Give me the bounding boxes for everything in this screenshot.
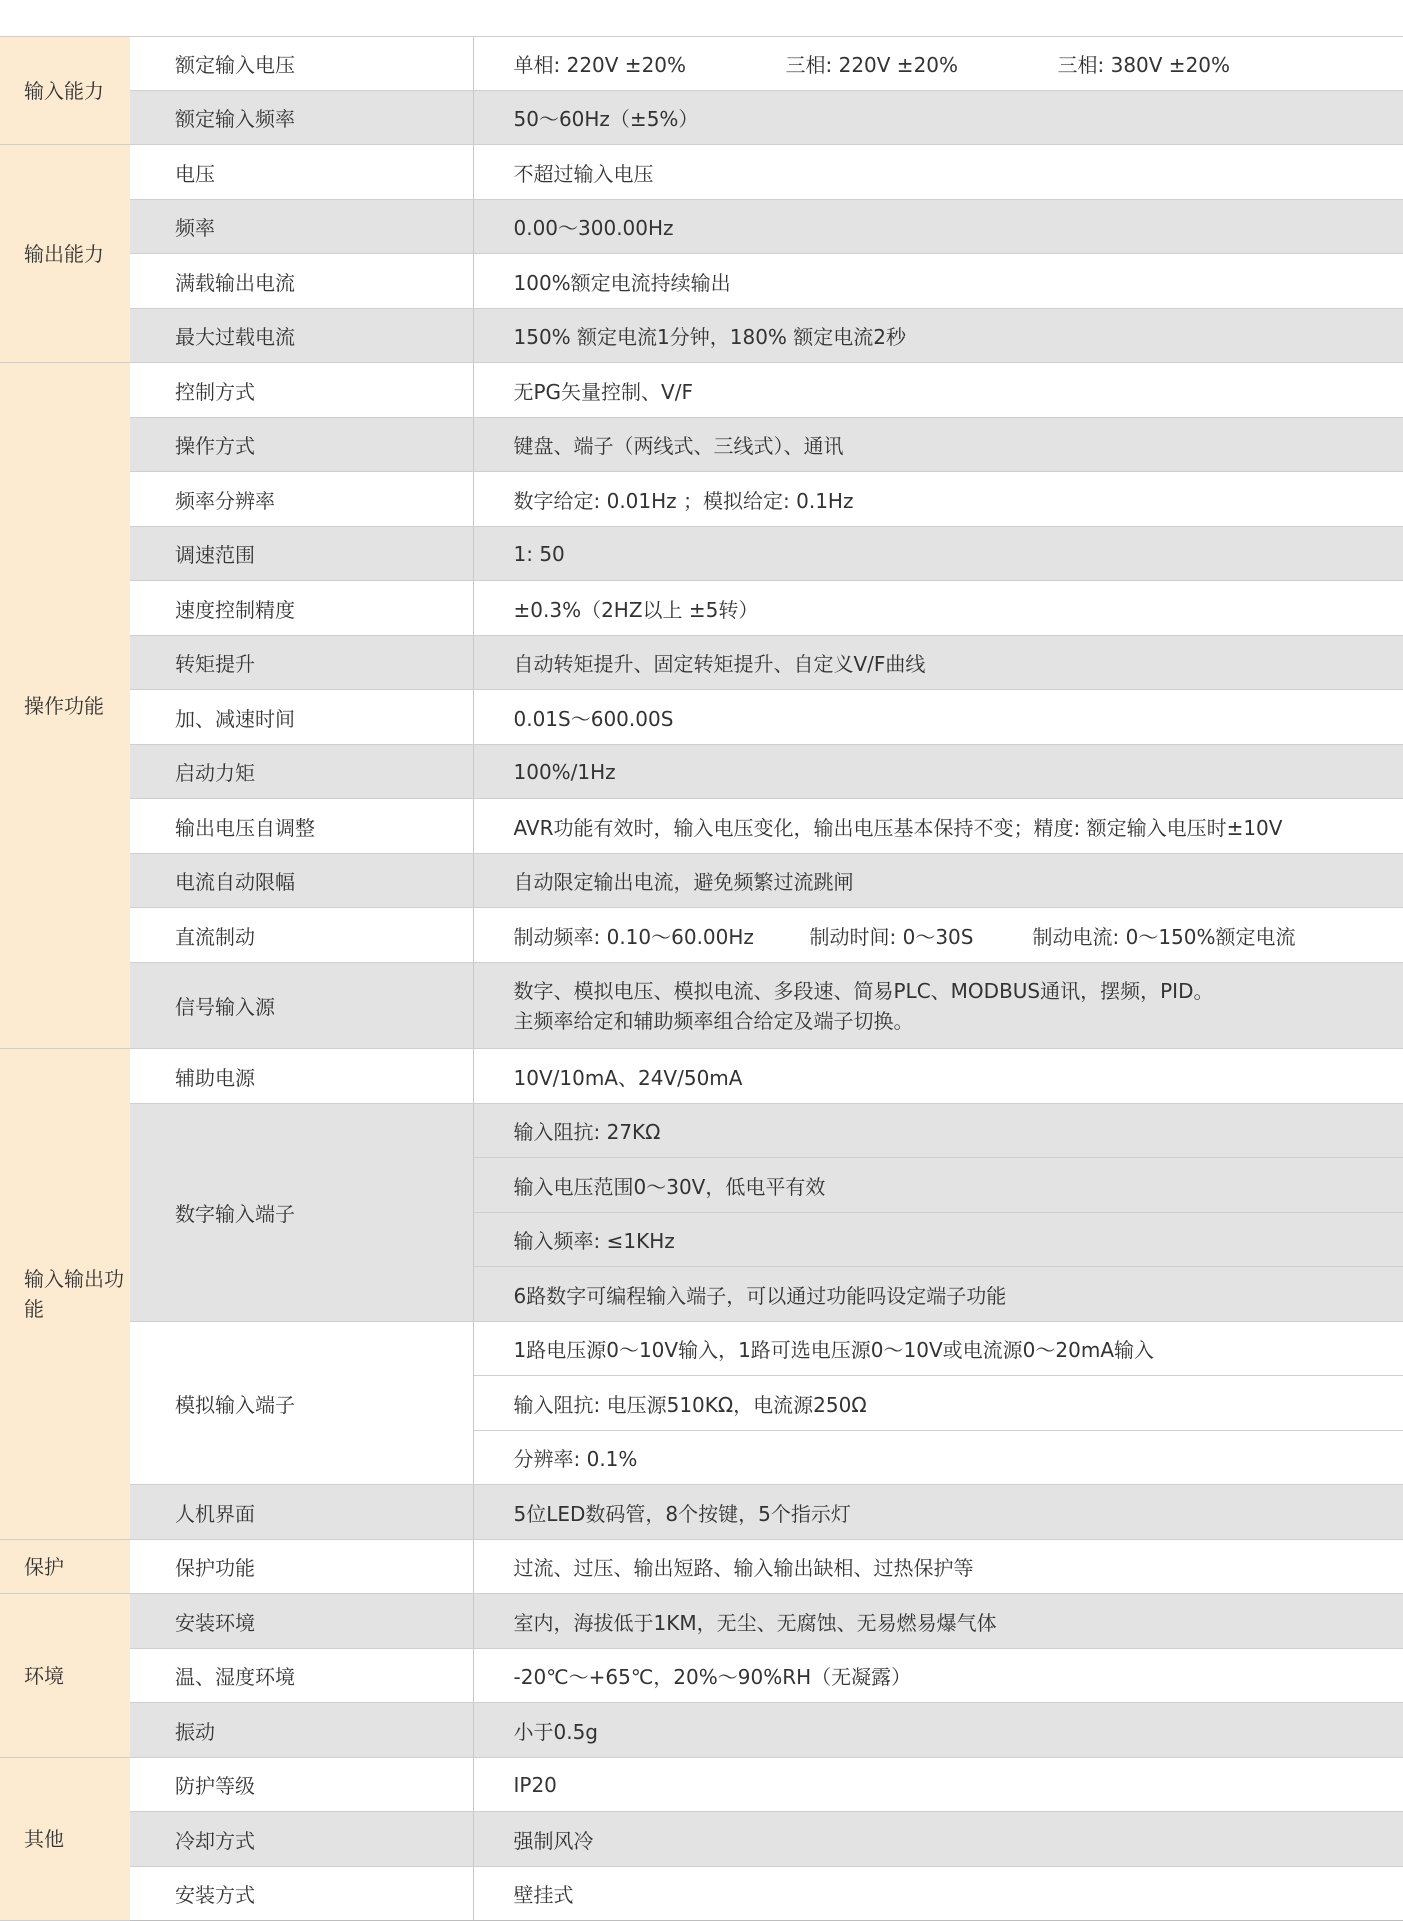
- spec-value: 强制风冷: [473, 1812, 1403, 1867]
- spec-name: 模拟输入端子: [130, 1322, 473, 1485]
- spec-name: 安装方式: [130, 1867, 473, 1921]
- table-row: [0, 1104, 1403, 1158]
- spec-table: [0, 36, 1403, 1921]
- spec-value: -20℃～+65℃，20%～90%RH（无凝露）: [473, 1649, 1403, 1703]
- spec-value: IP20: [473, 1758, 1403, 1812]
- spec-value: 数字给定: 0.01Hz ；模拟给定: 0.1Hz: [473, 472, 1403, 527]
- spec-value: 不超过输入电压: [473, 145, 1403, 200]
- category-cell: 环境: [0, 1594, 130, 1758]
- table-row: [0, 91, 1403, 145]
- table-row: [0, 472, 1403, 527]
- spec-value: 无PG矢量控制、V/F: [473, 363, 1403, 418]
- spec-value: 壁挂式: [473, 1867, 1403, 1921]
- spec-value: 0.01S～600.00S: [473, 690, 1403, 745]
- spec-name: 保护功能: [130, 1540, 473, 1594]
- spec-name: 安装环境: [130, 1594, 473, 1649]
- spec-value-line: 数字、模拟电压、模拟电流、多段速、简易PLC、MODBUS通讯，摆频，PID。: [514, 976, 1403, 1006]
- spec-value: 5位LED数码管，8个按键，5个指示灯: [473, 1485, 1403, 1540]
- spec-value-part: 制动频率: 0.10～60.00Hz: [514, 921, 810, 950]
- spec-name: 速度控制精度: [130, 581, 473, 636]
- category-cell: 保护: [0, 1540, 130, 1594]
- spec-value: 1: 50: [473, 527, 1403, 581]
- table-row: [0, 745, 1403, 799]
- spec-value: 过流、过压、输出短路、输入输出缺相、过热保护等: [473, 1540, 1403, 1594]
- spec-value: ±0.3%（2HZ以上 ±5转）: [473, 581, 1403, 636]
- spec-value: 自动转矩提升、固定转矩提升、自定义V/F曲线: [473, 636, 1403, 690]
- spec-name: 操作方式: [130, 418, 473, 472]
- table-row: [0, 1594, 1403, 1649]
- table-row: [0, 636, 1403, 690]
- spec-value: 小于0.5g: [473, 1703, 1403, 1758]
- table-row: [0, 854, 1403, 908]
- spec-value: 输入频率: ≤1KHz: [473, 1213, 1403, 1267]
- spec-name: 直流制动: [130, 908, 473, 963]
- table-row: [0, 1758, 1403, 1812]
- spec-value: 输入阻抗: 27KΩ: [473, 1104, 1403, 1158]
- spec-name: 调速范围: [130, 527, 473, 581]
- spec-value: [473, 908, 1403, 963]
- spec-name: 频率分辨率: [130, 472, 473, 527]
- spec-name: 输出电压自调整: [130, 799, 473, 854]
- spec-name: 振动: [130, 1703, 473, 1758]
- table-row: [0, 799, 1403, 854]
- spec-name: 防护等级: [130, 1758, 473, 1812]
- spec-value: [473, 963, 1403, 1049]
- category-label: 输入输出功能: [24, 1264, 124, 1324]
- spec-name: 最大过载电流: [130, 309, 473, 363]
- spec-name: 电流自动限幅: [130, 854, 473, 908]
- spec-value: 150% 额定电流1分钟，180% 额定电流2秒: [473, 309, 1403, 363]
- table-row: [0, 1812, 1403, 1867]
- category-cell: 操作功能: [0, 363, 130, 1049]
- spec-value-line: 主频率给定和辅助频率组合给定及端子切换。: [514, 1006, 1403, 1036]
- spec-name: 数字输入端子: [130, 1104, 473, 1322]
- category-cell: 输出能力: [0, 145, 130, 363]
- spec-value: 50～60Hz（±5%）: [473, 91, 1403, 145]
- table-row: [0, 908, 1403, 963]
- spec-name: 满载输出电流: [130, 254, 473, 309]
- spec-value: 1路电压源0～10V输入，1路可选电压源0～10V或电流源0～20mA输入: [473, 1322, 1403, 1376]
- category-cell: 输入能力: [0, 37, 130, 145]
- spec-value: [473, 37, 1403, 91]
- table-row: [0, 963, 1403, 1049]
- table-row: [0, 1703, 1403, 1758]
- spec-name: 信号输入源: [130, 963, 473, 1049]
- spec-name: 额定输入频率: [130, 91, 473, 145]
- spec-value: 键盘、端子（两线式、三线式）、通讯: [473, 418, 1403, 472]
- table-row: [0, 1867, 1403, 1921]
- spec-value: 输入电压范围0～30V，低电平有效: [473, 1158, 1403, 1213]
- spec-name: 启动力矩: [130, 745, 473, 799]
- table-row: [0, 1485, 1403, 1540]
- spec-value: 室内，海拔低于1KM，无尘、无腐蚀、无易燃易爆气体: [473, 1594, 1403, 1649]
- table-row: [0, 200, 1403, 254]
- spec-value: 输入阻抗: 电压源510KΩ，电流源250Ω: [473, 1376, 1403, 1431]
- spec-value-part: 制动电流: 0～150%额定电流: [1033, 921, 1296, 950]
- spec-value: 自动限定输出电流，避免频繁过流跳闸: [473, 854, 1403, 908]
- spec-name: 频率: [130, 200, 473, 254]
- spec-name: 控制方式: [130, 363, 473, 418]
- table-row: [0, 418, 1403, 472]
- spec-name: 额定输入电压: [130, 37, 473, 91]
- spec-value: 100%额定电流持续输出: [473, 254, 1403, 309]
- spec-value: 0.00～300.00Hz: [473, 200, 1403, 254]
- spec-value-part: 制动时间: 0～30S: [810, 921, 1033, 950]
- table-row: [0, 254, 1403, 309]
- spec-value: AVR功能有效时，输入电压变化，输出电压基本保持不变；精度: 额定输入电压时±10V: [473, 799, 1403, 854]
- table-row: [0, 1540, 1403, 1594]
- spec-name: 冷却方式: [130, 1812, 473, 1867]
- table-row: [0, 690, 1403, 745]
- table-row: [0, 145, 1403, 200]
- category-cell: 其他: [0, 1758, 130, 1921]
- table-row: [0, 1649, 1403, 1703]
- spec-value-part: 三相: 380V ±20%: [1058, 49, 1231, 78]
- spec-name: 人机界面: [130, 1485, 473, 1540]
- spec-name: 辅助电源: [130, 1049, 473, 1104]
- spec-name: 转矩提升: [130, 636, 473, 690]
- table-row: [0, 37, 1403, 91]
- table-row: [0, 1049, 1403, 1104]
- category-cell: [0, 1049, 130, 1540]
- table-row: [0, 581, 1403, 636]
- table-row: [0, 363, 1403, 418]
- spec-name: 加、减速时间: [130, 690, 473, 745]
- spec-value: 分辨率: 0.1%: [473, 1431, 1403, 1485]
- spec-value-part: 三相: 220V ±20%: [786, 49, 1058, 78]
- table-row: [0, 527, 1403, 581]
- spec-name: 电压: [130, 145, 473, 200]
- table-row: [0, 309, 1403, 363]
- spec-value: 100%/1Hz: [473, 745, 1403, 799]
- table-row: [0, 1322, 1403, 1376]
- spec-value: 10V/10mA、24V/50mA: [473, 1049, 1403, 1104]
- spec-value-part: 单相: 220V ±20%: [514, 49, 786, 78]
- spec-value: 6路数字可编程输入端子，可以通过功能吗设定端子功能: [473, 1267, 1403, 1322]
- spec-name: 温、湿度环境: [130, 1649, 473, 1703]
